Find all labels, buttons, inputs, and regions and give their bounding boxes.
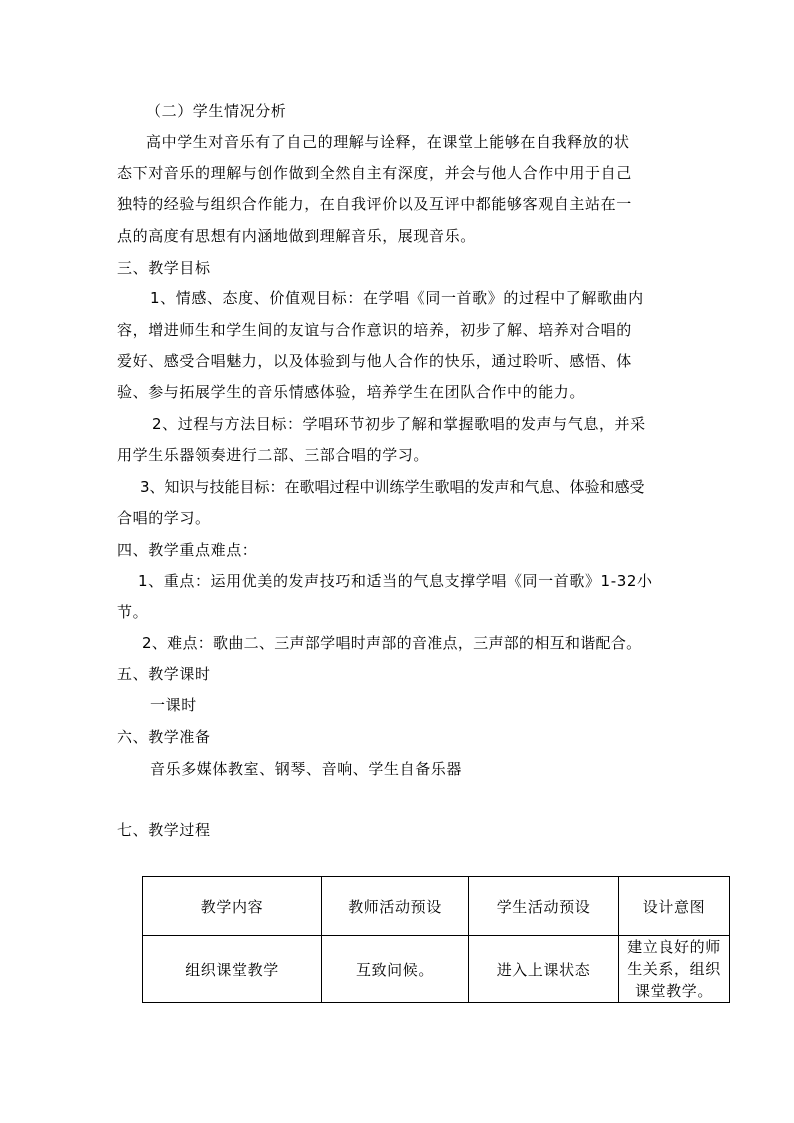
header-student-activity: 学生活动预设 (469, 877, 619, 936)
class-hours-value: 一课时 (150, 696, 197, 714)
cell-teaching-content: 组织课堂教学 (143, 936, 322, 1003)
cell-design-intent: 建立良好的师 生关系，组织 课堂教学。 (619, 936, 730, 1003)
header-teaching-content: 教学内容 (143, 877, 322, 936)
goal-2-line-1: 2、过程与方法目标：学唱环节初步了解和掌握歌唱的发声与气息，并采 (152, 415, 646, 433)
student-analysis-heading: （二）学生情况分析 (146, 102, 287, 120)
key-point-line-1: 1、重点：运用优美的发声技巧和适当的气息支撑学唱《同一首歌》1-32小 (138, 572, 653, 590)
goals-heading: 三、教学目标 (117, 259, 211, 277)
key-point-line-2: 节。 (117, 603, 149, 621)
preparation-value: 音乐多媒体教室、钢琴、音响、学生自备乐器 (150, 760, 463, 778)
student-analysis-line-3: 独特的经验与组织合作能力，在自我评价以及互评中都能够客观自主站在一 (117, 195, 632, 213)
goal-3-line-1: 3、知识与技能目标：在歌唱过程中训练学生歌唱的发声和气息、体验和感受 (140, 478, 645, 496)
table-row (143, 936, 730, 1003)
goal-2-line-2: 用学生乐器领奏进行二部、三部合唱的学习。 (117, 446, 430, 464)
preparation-heading: 六、教学准备 (117, 728, 211, 746)
goal-1-line-3: 爱好、感受合唱魅力，以及体验到与他人合作的快乐，通过聆听、感悟、体 (117, 352, 632, 370)
header-design-intent: 设计意图 (619, 877, 730, 936)
student-analysis-line-1: 高中学生对音乐有了自己的理解与诠释，在课堂上能够在自我释放的状 (146, 133, 630, 151)
teaching-process-table (142, 876, 730, 1003)
header-teacher-activity: 教师活动预设 (322, 877, 469, 936)
cell-teacher-activity: 互致问候。 (322, 936, 469, 1003)
table-header-row (143, 877, 730, 936)
key-points-heading: 四、教学重点难点： (117, 541, 258, 559)
difficulty-line: 2、难点：歌曲二、三声部学唱时声部的音准点，三声部的相互和谐配合。 (142, 634, 642, 652)
goal-1-line-4: 验、参与拓展学生的音乐情感体验，培养学生在团队合作中的能力。 (117, 383, 586, 401)
goal-1-line-2: 容，增进师生和学生间的友谊与合作意识的培养，初步了解、培养对合唱的 (117, 321, 632, 339)
goal-1-line-1: 1、情感、态度、价值观目标：在学唱《同一首歌》的过程中了解歌曲内 (150, 289, 644, 307)
process-heading: 七、教学过程 (117, 821, 211, 839)
student-analysis-line-2: 态下对音乐的理解与创作做到全然自主有深度，并会与他人合作中用于自己 (117, 164, 632, 182)
goal-3-line-2: 合唱的学习。 (117, 509, 211, 527)
class-hours-heading: 五、教学课时 (117, 665, 211, 683)
student-analysis-line-4: 点的高度有思想有内涵地做到理解音乐，展现音乐。 (117, 227, 476, 245)
cell-student-activity: 进入上课状态 (469, 936, 619, 1003)
